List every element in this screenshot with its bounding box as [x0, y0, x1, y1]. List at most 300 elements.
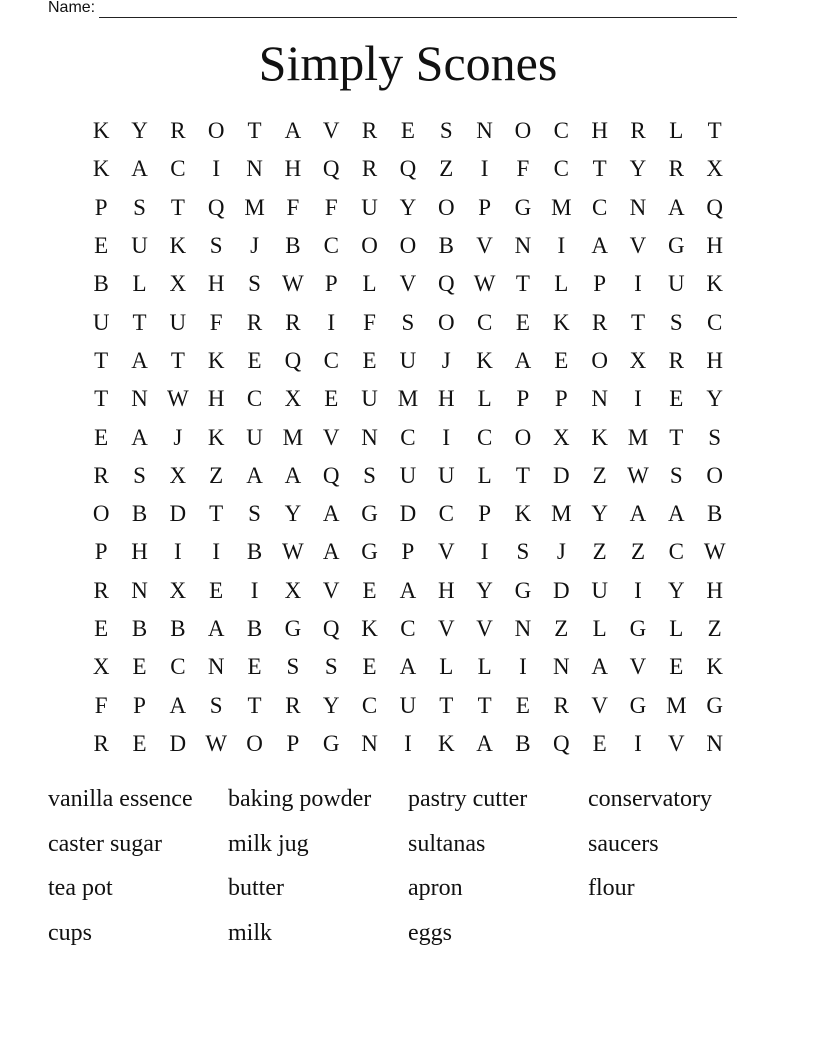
grid-letter[interactable]: X	[169, 271, 187, 297]
grid-letter[interactable]: G	[668, 233, 685, 259]
name-label: Name:	[48, 0, 96, 16]
word-list-item: conservatory	[588, 786, 712, 812]
grid-letter[interactable]: N	[131, 386, 148, 412]
grid-letter[interactable]: Z	[592, 539, 607, 565]
grid-letter[interactable]: Q	[322, 156, 340, 182]
grid-letter[interactable]: T	[707, 118, 722, 144]
grid-letter[interactable]: C	[400, 424, 416, 450]
grid-letter[interactable]: Y	[284, 501, 302, 527]
grid-letter[interactable]: P	[401, 539, 415, 565]
grid-letter[interactable]: G	[514, 194, 532, 220]
grid-letter[interactable]: F	[286, 194, 300, 220]
grid-letter[interactable]: Q	[207, 194, 225, 220]
grid-letter[interactable]: B	[170, 616, 186, 641]
grid-letter[interactable]: R	[630, 118, 646, 144]
grid-letter[interactable]: B	[438, 233, 454, 259]
grid-letter[interactable]: H	[706, 347, 723, 373]
grid-letter[interactable]: R	[668, 347, 684, 373]
grid-letter[interactable]: W	[703, 539, 726, 565]
grid-letter[interactable]: S	[439, 118, 453, 144]
grid-letter[interactable]: A	[399, 654, 417, 680]
grid-letter[interactable]: C	[707, 309, 723, 335]
grid-letter[interactable]: G	[284, 616, 302, 641]
grid-letter[interactable]: X	[629, 347, 647, 373]
grid-letter[interactable]: K	[169, 233, 187, 259]
grid-letter[interactable]: Q	[322, 616, 340, 641]
grid-letter[interactable]: Z	[554, 616, 569, 641]
grid-letter[interactable]: T	[247, 692, 262, 718]
grid-letter[interactable]: T	[209, 501, 224, 527]
grid-letter[interactable]: K	[207, 347, 225, 373]
grid-letter[interactable]: I	[442, 424, 451, 450]
grid-letter[interactable]: L	[554, 271, 569, 297]
grid-letter[interactable]: B	[515, 730, 531, 756]
grid-letter[interactable]: E	[362, 347, 377, 373]
grid-letter[interactable]: A	[591, 654, 608, 680]
grid-letter[interactable]: N	[207, 654, 225, 680]
grid-letter[interactable]: C	[400, 616, 416, 641]
grid-letter[interactable]: A	[476, 730, 493, 756]
grid-letter[interactable]: P	[286, 730, 300, 756]
grid-letter[interactable]: K	[706, 654, 723, 680]
grid-letter[interactable]: A	[668, 501, 685, 527]
grid-letter[interactable]: E	[554, 347, 569, 373]
grid-row	[82, 725, 734, 763]
grid-letter[interactable]: R	[361, 118, 378, 144]
grid-letter[interactable]: S	[516, 539, 530, 565]
grid-letter[interactable]: Y	[399, 194, 417, 220]
grid-letter[interactable]: V	[322, 424, 340, 450]
grid-letter[interactable]: M	[627, 424, 649, 450]
grid-letter[interactable]: O	[437, 309, 455, 335]
grid-letter[interactable]: A	[322, 501, 340, 527]
grid-letter[interactable]: K	[361, 616, 378, 641]
grid-letter[interactable]: Y	[322, 692, 340, 718]
grid-letter[interactable]: A	[131, 156, 148, 182]
grid-letter[interactable]: E	[669, 386, 684, 412]
grid-letter[interactable]: M	[244, 194, 265, 220]
grid-letter[interactable]: K	[706, 271, 723, 297]
grid-letter[interactable]: I	[174, 539, 182, 565]
grid-letter[interactable]: W	[473, 271, 496, 297]
grid-letter[interactable]: E	[132, 730, 147, 756]
grid-letter[interactable]: T	[170, 194, 185, 220]
grid-letter[interactable]: K	[437, 730, 455, 756]
grid-letter[interactable]: M	[397, 386, 419, 412]
grid-letter[interactable]: U	[169, 309, 187, 335]
grid-letter[interactable]: A	[131, 347, 148, 373]
grid-letter[interactable]: C	[553, 118, 569, 144]
grid-letter[interactable]: L	[132, 271, 147, 297]
grid-letter[interactable]: J	[556, 539, 566, 565]
grid-letter[interactable]: E	[515, 692, 530, 718]
grid-letter[interactable]: U	[131, 233, 148, 259]
grid-letter[interactable]: A	[514, 347, 532, 373]
grid-letter[interactable]: I	[634, 730, 642, 756]
grid-letter[interactable]: C	[553, 156, 569, 182]
grid-letter[interactable]: T	[630, 309, 646, 335]
grid-letter[interactable]: W	[282, 539, 304, 565]
grid-letter[interactable]: B	[246, 616, 263, 641]
grid-letter[interactable]: H	[437, 577, 455, 603]
grid-letter[interactable]: Y	[131, 118, 148, 144]
grid-letter[interactable]: T	[669, 424, 684, 450]
grid-letter[interactable]: G	[629, 692, 647, 718]
grid-letter[interactable]: B	[246, 539, 263, 565]
grid-letter[interactable]: R	[361, 156, 378, 182]
grid-letter[interactable]: M	[551, 194, 572, 220]
grid-letter[interactable]: O	[207, 118, 225, 144]
grid-letter[interactable]: P	[324, 271, 338, 297]
grid-letter[interactable]: R	[591, 309, 608, 335]
grid-letter[interactable]: X	[92, 654, 110, 680]
grid-letter[interactable]: E	[94, 616, 109, 641]
grid-letter[interactable]: V	[476, 616, 493, 641]
grid-letter[interactable]: N	[514, 616, 532, 641]
grid-letter[interactable]: O	[514, 118, 532, 144]
grid-letter[interactable]: X	[284, 577, 302, 603]
grid-letter[interactable]: R	[170, 118, 186, 144]
grid-letter[interactable]: U	[591, 577, 608, 603]
grid-letter[interactable]: T	[477, 692, 492, 718]
grid-letter[interactable]: N	[514, 233, 532, 259]
grid-letter[interactable]: P	[133, 692, 146, 718]
word-list	[48, 777, 768, 956]
grid-letter[interactable]: E	[592, 730, 607, 756]
grid-letter[interactable]: Q	[706, 194, 723, 220]
grid-letter[interactable]: G	[514, 577, 532, 603]
grid-letter[interactable]: C	[361, 692, 378, 718]
grid-letter[interactable]: H	[437, 386, 455, 412]
grid-letter[interactable]: U	[246, 424, 263, 450]
grid-letter[interactable]: V	[668, 730, 685, 756]
grid-letter[interactable]: X	[284, 386, 302, 412]
grid-letter[interactable]: A	[668, 194, 685, 220]
grid-letter[interactable]: A	[284, 462, 302, 488]
name-underline	[99, 1, 737, 18]
grid-letter[interactable]: U	[361, 386, 378, 412]
grid-letter[interactable]: W	[282, 271, 304, 297]
grid-letter[interactable]: U	[399, 462, 417, 488]
grid-letter[interactable]: S	[248, 271, 261, 297]
grid-letter[interactable]: I	[212, 539, 221, 565]
grid-letter[interactable]: E	[515, 309, 530, 335]
grid-letter[interactable]: Z	[707, 616, 722, 641]
grid-letter[interactable]: R	[246, 309, 263, 335]
grid-letter[interactable]: U	[437, 462, 455, 488]
grid-letter[interactable]: V	[437, 616, 455, 641]
grid-letter[interactable]: B	[131, 616, 148, 641]
grid-letter[interactable]: W	[205, 730, 228, 756]
grid-letter[interactable]: D	[169, 501, 187, 527]
grid-letter[interactable]: C	[323, 347, 339, 373]
grid-letter[interactable]: H	[131, 539, 148, 565]
grid-letter[interactable]: B	[285, 233, 301, 259]
grid-letter[interactable]: H	[591, 118, 608, 144]
grid-letter[interactable]: A	[131, 424, 148, 450]
grid-letter[interactable]: N	[591, 386, 608, 412]
grid-letter[interactable]: T	[515, 462, 530, 488]
grid-letter[interactable]: V	[476, 233, 493, 259]
grid-letter[interactable]: X	[169, 577, 187, 603]
grid-letter[interactable]: T	[170, 347, 185, 373]
grid-letter[interactable]: I	[250, 577, 259, 603]
grid-letter[interactable]: E	[247, 654, 262, 680]
grid-letter[interactable]: S	[324, 654, 338, 680]
grid-letter[interactable]: R	[93, 462, 109, 488]
grid-letter[interactable]: Y	[476, 577, 493, 603]
grid-letter[interactable]: M	[282, 424, 304, 450]
grid-letter[interactable]: N	[361, 730, 378, 756]
grid-letter[interactable]: S	[401, 309, 415, 335]
grid-letter[interactable]: X	[706, 156, 723, 182]
grid-letter[interactable]: P	[94, 194, 108, 220]
grid-letter[interactable]: V	[399, 271, 417, 297]
grid-letter[interactable]: U	[361, 194, 378, 220]
grid-letter[interactable]: L	[592, 616, 607, 641]
grid-letter[interactable]: I	[634, 577, 642, 603]
grid-letter[interactable]: E	[247, 347, 262, 373]
grid-letter[interactable]: N	[629, 194, 647, 220]
grid-letter[interactable]: V	[591, 692, 608, 718]
grid-letter[interactable]: I	[634, 271, 642, 297]
grid-letter[interactable]: O	[92, 501, 110, 527]
grid-letter[interactable]: N	[552, 654, 570, 680]
grid-letter[interactable]: E	[324, 386, 339, 412]
grid-letter[interactable]: N	[246, 156, 263, 182]
grid-letter[interactable]: J	[173, 424, 183, 450]
grid-letter[interactable]: V	[322, 118, 340, 144]
grid-row	[82, 342, 734, 380]
grid-letter[interactable]: C	[246, 386, 263, 412]
grid-letter[interactable]: L	[362, 271, 377, 297]
grid-letter[interactable]: V	[437, 539, 455, 565]
grid-letter[interactable]: Z	[439, 156, 454, 182]
grid-letter[interactable]: Z	[592, 462, 607, 488]
grid-letter[interactable]: O	[437, 194, 455, 220]
grid-letter[interactable]: C	[438, 501, 454, 527]
grid-letter[interactable]: P	[94, 539, 108, 565]
grid-letter[interactable]: S	[669, 462, 683, 488]
grid-letter[interactable]: R	[93, 730, 109, 756]
grid-letter[interactable]: E	[209, 577, 224, 603]
grid-letter[interactable]: Q	[399, 156, 417, 182]
grid-letter[interactable]: K	[92, 118, 110, 144]
grid-letter[interactable]: F	[209, 309, 223, 335]
grid-letter[interactable]: J	[250, 233, 260, 259]
grid-letter[interactable]: G	[361, 539, 378, 565]
grid-letter[interactable]: S	[133, 462, 146, 488]
grid-letter[interactable]: S	[286, 654, 300, 680]
grid-letter[interactable]: L	[439, 654, 454, 680]
grid-letter[interactable]: O	[514, 424, 532, 450]
grid-letter[interactable]: C	[170, 156, 186, 182]
grid-letter[interactable]: Q	[437, 271, 455, 297]
grid-letter[interactable]: G	[629, 616, 647, 641]
grid-letter[interactable]: A	[629, 501, 647, 527]
grid-letter[interactable]: V	[629, 233, 647, 259]
grid-letter[interactable]: M	[666, 692, 687, 718]
grid-letter[interactable]: V	[322, 577, 340, 603]
grid-letter[interactable]: L	[669, 616, 684, 641]
grid-letter[interactable]: P	[478, 501, 491, 527]
grid-letter[interactable]: C	[668, 539, 684, 565]
grid-letter[interactable]: R	[93, 577, 109, 603]
grid-letter[interactable]: Y	[668, 577, 685, 603]
grid-letter[interactable]: Y	[629, 156, 647, 182]
grid-letter[interactable]: N	[361, 424, 378, 450]
grid-letter[interactable]: S	[209, 692, 223, 718]
grid-letter[interactable]: G	[322, 730, 340, 756]
grid-letter[interactable]: B	[707, 501, 723, 527]
grid-letter[interactable]: S	[669, 309, 683, 335]
grid-letter[interactable]: S	[363, 462, 376, 488]
grid-letter[interactable]: U	[399, 692, 417, 718]
grid-letter[interactable]: T	[515, 271, 530, 297]
grid-letter[interactable]: I	[404, 730, 412, 756]
grid-letter[interactable]: E	[669, 654, 684, 680]
grid-letter[interactable]: F	[516, 156, 530, 182]
grid-letter[interactable]: C	[323, 233, 339, 259]
grid-letter[interactable]: N	[131, 577, 148, 603]
grid-letter[interactable]: A	[591, 233, 608, 259]
grid-letter[interactable]: K	[207, 424, 225, 450]
grid-letter[interactable]: H	[706, 233, 723, 259]
grid-letter[interactable]: E	[400, 118, 415, 144]
grid-letter[interactable]: K	[552, 309, 570, 335]
grid-letter[interactable]: I	[480, 156, 489, 182]
grid-letter[interactable]: L	[477, 462, 492, 488]
grid-letter[interactable]: I	[519, 654, 527, 680]
grid-letter[interactable]: K	[476, 347, 493, 373]
grid-letter[interactable]: N	[706, 730, 723, 756]
grid-letter[interactable]: Q	[322, 462, 340, 488]
grid-letter[interactable]: R	[285, 309, 301, 335]
grid-letter[interactable]: T	[439, 692, 454, 718]
grid-letter[interactable]: D	[552, 577, 570, 603]
grid-letter[interactable]: T	[247, 118, 262, 144]
grid-letter[interactable]: K	[514, 501, 532, 527]
grid-letter[interactable]: U	[399, 347, 417, 373]
grid-row	[82, 533, 734, 571]
grid-letter[interactable]: S	[708, 424, 722, 450]
grid-letter[interactable]: N	[476, 118, 493, 144]
grid-letter[interactable]: C	[476, 309, 493, 335]
grid-letter[interactable]: H	[284, 156, 302, 182]
grid-letter[interactable]: R	[285, 692, 301, 718]
grid-letter[interactable]: O	[706, 462, 723, 488]
grid-letter[interactable]: H	[207, 386, 225, 412]
grid-letter[interactable]: X	[169, 462, 187, 488]
grid-letter[interactable]: H	[207, 271, 225, 297]
grid-letter[interactable]: H	[706, 577, 723, 603]
grid-letter[interactable]: B	[131, 501, 148, 527]
grid-letter[interactable]: U	[668, 271, 685, 297]
grid-letter[interactable]: I	[327, 309, 336, 335]
word-list-item: baking powder	[228, 786, 372, 812]
grid-letter[interactable]: B	[93, 271, 109, 297]
grid-letter[interactable]: O	[361, 233, 378, 259]
grid-letter[interactable]: L	[669, 118, 684, 144]
grid-letter[interactable]: R	[553, 692, 569, 718]
grid-letter[interactable]: F	[363, 309, 376, 335]
grid-letter[interactable]: J	[441, 347, 451, 373]
grid-letter[interactable]: D	[552, 462, 570, 488]
grid-letter[interactable]: C	[170, 654, 186, 680]
grid-letter[interactable]: W	[627, 462, 649, 488]
grid-letter[interactable]: O	[591, 347, 608, 373]
grid-letter[interactable]: T	[592, 156, 607, 182]
grid-letter[interactable]: A	[169, 692, 187, 718]
grid-letter[interactable]: L	[477, 654, 492, 680]
name-field[interactable]	[48, 0, 748, 18]
grid-letter[interactable]: E	[362, 577, 377, 603]
grid-letter[interactable]: F	[324, 194, 338, 220]
word-list-item: pastry cutter	[408, 786, 528, 812]
grid-letter[interactable]: G	[361, 501, 378, 527]
grid-letter[interactable]: I	[212, 156, 221, 182]
grid-letter[interactable]: T	[94, 347, 109, 373]
grid-letter[interactable]: P	[516, 386, 530, 412]
grid-letter[interactable]: P	[554, 386, 568, 412]
grid-letter[interactable]: V	[629, 654, 647, 680]
grid-letter[interactable]: Q	[284, 347, 302, 373]
grid-letter[interactable]: Y	[591, 501, 608, 527]
grid-letter[interactable]: S	[209, 233, 223, 259]
grid-letter[interactable]: O	[246, 730, 263, 756]
grid-letter[interactable]: T	[94, 386, 109, 412]
grid-letter[interactable]: E	[94, 424, 109, 450]
grid-letter[interactable]: W	[167, 386, 189, 412]
grid-letter[interactable]: E	[362, 654, 377, 680]
grid-letter[interactable]: P	[593, 271, 607, 297]
grid-letter[interactable]: C	[476, 424, 493, 450]
grid-letter[interactable]: K	[92, 156, 110, 182]
grid-letter[interactable]: T	[132, 309, 147, 335]
grid-letter[interactable]: A	[399, 577, 417, 603]
grid-letter[interactable]: A	[207, 616, 225, 641]
grid-letter[interactable]: F	[94, 692, 108, 718]
grid-letter[interactable]: A	[322, 539, 340, 565]
grid-row	[82, 457, 734, 495]
grid-letter[interactable]: O	[399, 233, 417, 259]
grid-letter[interactable]: I	[557, 233, 566, 259]
grid-letter[interactable]: Q	[552, 730, 570, 756]
grid-letter[interactable]: X	[552, 424, 570, 450]
grid-letter[interactable]: D	[169, 730, 187, 756]
grid-letter[interactable]: Z	[630, 539, 646, 565]
grid-letter[interactable]: Z	[209, 462, 224, 488]
grid-letter[interactable]: P	[478, 194, 491, 220]
grid-letter[interactable]: S	[248, 501, 261, 527]
grid-letter[interactable]: Y	[706, 386, 723, 412]
grid-letter[interactable]: E	[132, 654, 147, 680]
grid-letter[interactable]: A	[284, 118, 302, 144]
grid-letter[interactable]: A	[246, 462, 263, 488]
grid-letter[interactable]: K	[591, 424, 608, 450]
grid-letter[interactable]: G	[706, 692, 723, 718]
grid-letter[interactable]: D	[399, 501, 417, 527]
grid-letter[interactable]: C	[591, 194, 608, 220]
grid-letter[interactable]: S	[133, 194, 146, 220]
grid-letter[interactable]: M	[551, 501, 572, 527]
grid-letter[interactable]: U	[92, 309, 110, 335]
grid-letter[interactable]: L	[477, 386, 492, 412]
grid-letter[interactable]: E	[94, 233, 109, 259]
grid-letter[interactable]: R	[668, 156, 684, 182]
grid-letter[interactable]: I	[634, 386, 642, 412]
grid-letter[interactable]: I	[480, 539, 489, 565]
